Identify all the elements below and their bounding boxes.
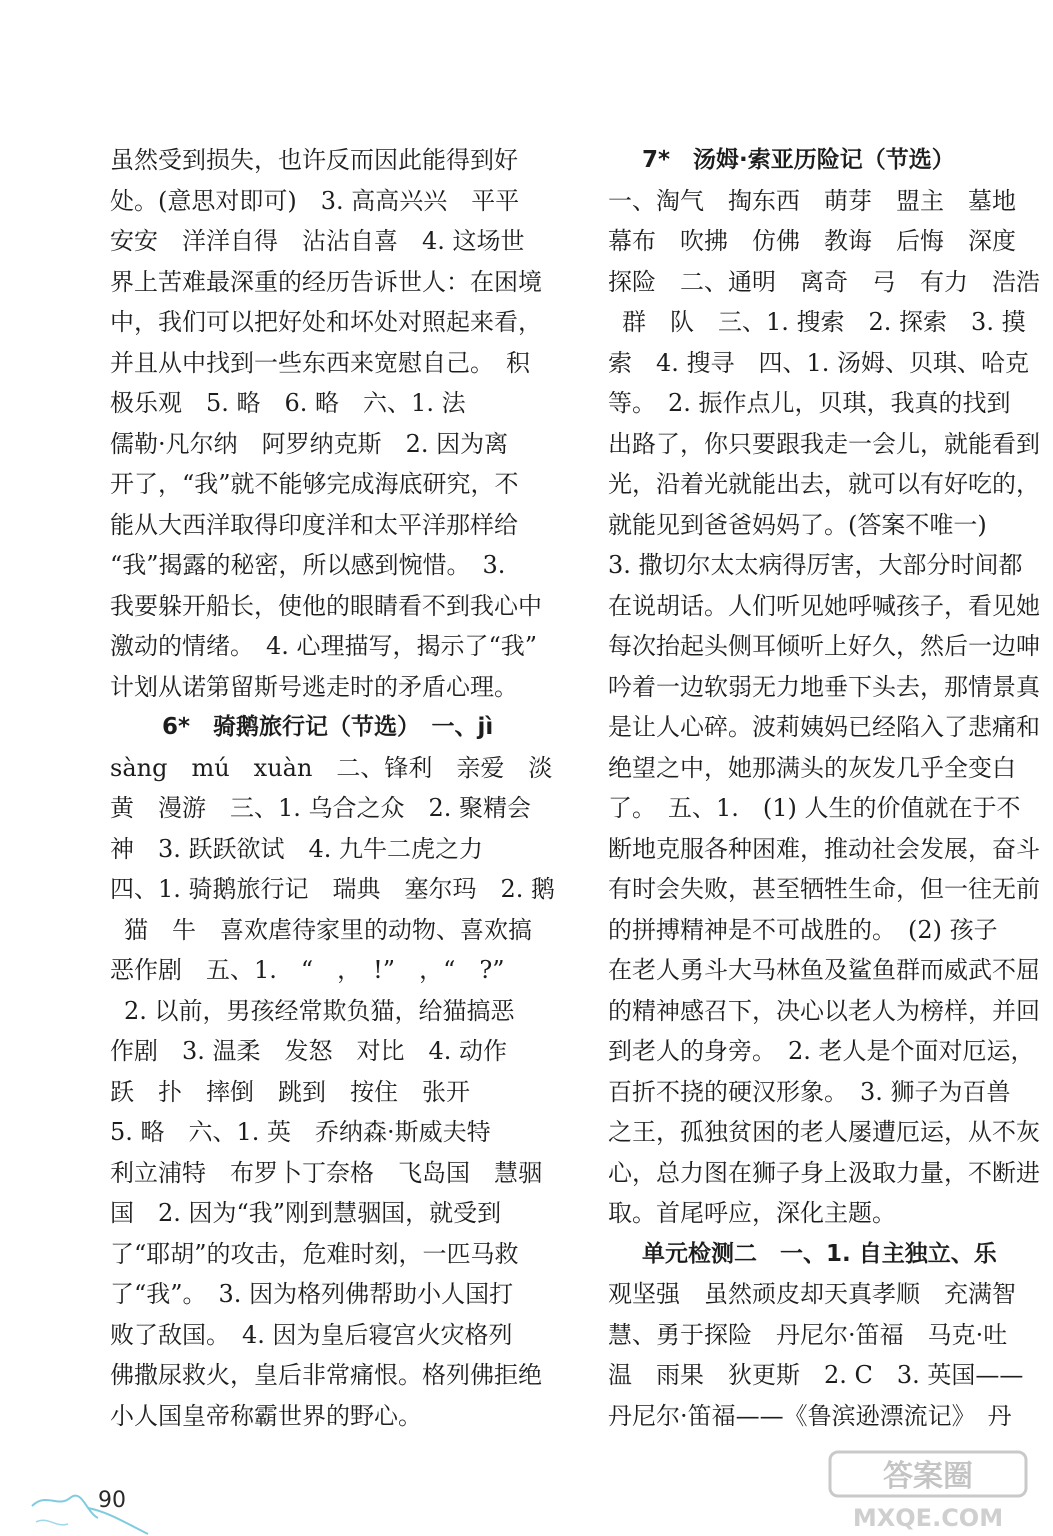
section-title: 7* 汤姆·索亚历险记（节选）: [642, 147, 955, 173]
answer-line: 败了敌国。 4. 因为皇后寝宫火灾格列: [110, 1320, 513, 1349]
answer-line: 就能见到爸爸妈妈了。(答案不唯一): [608, 510, 987, 539]
right-column: [608, 140, 1040, 1436]
answer-line: 能从大西洋取得印度洋和太平洋那样给: [110, 510, 518, 539]
answer-line: 取。首尾呼应，深化主题。: [608, 1199, 896, 1227]
answer-line: 开了，“我”就不能够完成海底研究，不: [110, 470, 519, 498]
answer-line: 丹尼尔·笛福——《鲁滨逊漂流记》 丹: [608, 1401, 1012, 1430]
answer-line: 绝望之中，她那满头的灰发几乎全变白: [608, 753, 1016, 782]
answer-line: 群 队 三、1. 搜索 2. 探索 3. 摸: [622, 308, 1026, 336]
answer-line: 利立浦特 布罗卜丁奈格 飞岛国 慧骃: [110, 1158, 542, 1187]
answer-line: 有时会失败，甚至牺牲生命，但一往无前: [608, 875, 1040, 903]
answer-line: 了“我”。 3. 因为格列佛帮助小人国打: [110, 1280, 514, 1308]
answer-line: 神 3. 跃跃欲试 4. 九牛二虎之力: [110, 834, 484, 863]
answer-line: 的精神感召下，决心以老人为榜样，并回: [608, 996, 1040, 1025]
answer-line: 3. 撒切尔太太病得厉害，大部分时间都: [608, 551, 1023, 579]
answer-line: 百折不挠的硬汉形象。 3. 狮子为百兽: [608, 1077, 1011, 1106]
answer-line: 观坚强 虽然顽皮却天真孝顺 充满智: [608, 1280, 1016, 1308]
answer-line: 猫 牛 喜欢虐待家里的动物、喜欢搞: [124, 915, 532, 944]
answer-line: 激动的情绪。 4. 心理描写，揭示了“我”: [110, 632, 538, 660]
answer-line: 并且从中找到一些东西来宽慰自己。 积: [110, 348, 530, 377]
answer-line: 心，总力图在狮子身上汲取力量，不断进: [608, 1158, 1040, 1187]
answer-line: 慧、勇于探险 丹尼尔·笛福 马克·吐: [608, 1320, 1008, 1349]
answer-line: 中，我们可以把好处和坏处对照起来看，: [110, 308, 542, 336]
answer-line: 极乐观 5. 略 6. 略 六、1. 法: [110, 389, 466, 417]
answer-line: 到老人的身旁。 2. 老人是个面对厄运，: [608, 1037, 1035, 1065]
answer-line: 出路了，你只要跟我走一会儿，就能看到: [608, 429, 1040, 458]
answer-line: 我要躲开船长，使他的眼睛看不到我心中: [110, 591, 542, 620]
answer-line: 等。 2. 振作点儿，贝琪，我真的找到: [608, 389, 1011, 417]
answer-line: 计划从诺第留斯号逃走时的矛盾心理。: [110, 672, 518, 701]
answer-line: 四、1. 骑鹅旅行记 瑞典 塞尔玛 2. 鹅: [110, 875, 556, 903]
answer-line: 每次抬起头侧耳倾听上好久，然后一边呻: [608, 632, 1040, 660]
answer-line: 虽然受到损失，也许反而因此能得到好: [110, 146, 518, 174]
answer-line: 探险 二、通明 离奇 弓 有力 浩浩: [608, 267, 1040, 296]
answer-line: 在说胡话。人们听见她呼喊孩子，看见她: [608, 591, 1040, 620]
answer-line: 索 4. 搜寻 四、1. 汤姆、贝琪、哈克: [608, 348, 1030, 377]
answer-line: 了“耶胡”的攻击，危难时刻，一匹马救: [110, 1239, 519, 1268]
answer-line: 在老人勇斗大马林鱼及鲨鱼群而威武不屈: [608, 956, 1040, 984]
watermark-text: 答案圈: [883, 1459, 973, 1494]
answer-line: 佛撒尿救火，皇后非常痛恨。格列佛拒绝: [110, 1361, 542, 1389]
page-number: 90: [98, 1488, 126, 1513]
answer-line: 温 雨果 狄更斯 2. C 3. 英国——: [608, 1361, 1024, 1389]
answer-line: 2. 以前，男孩经常欺负猫，给猫搞恶: [124, 996, 515, 1025]
answer-line: 一、淘气 掏东西 萌芽 盟主 墓地: [608, 186, 1016, 215]
answer-line: sàng mú xuàn 二、锋利 亲爱 淡: [110, 753, 553, 782]
watermark-url: MXQE.COM: [852, 1504, 1004, 1532]
answer-line: 是让人心碎。波莉姨妈已经陷入了悲痛和: [608, 713, 1040, 741]
answer-line: “我”揭露的秘密，所以感到惋惜。 3.: [110, 551, 506, 579]
answer-line: 单元检测二 一、1. 自主独立、乐: [642, 1240, 997, 1267]
right-column-body: [608, 181, 1040, 1437]
answer-line: 国 2. 因为“我”刚到慧骃国，就受到: [110, 1199, 502, 1227]
answer-line: 儒勒·凡尔纳 阿罗纳克斯 2. 因为离: [110, 429, 509, 458]
answer-line: 幕布 吹拂 仿佛 教诲 后悔 深度: [608, 227, 1016, 255]
answer-line: 之王，孤独贫困的老人屡遭厄运，从不灰: [608, 1118, 1040, 1146]
answer-line: 小人国皇帝称霸世界的野心。: [110, 1401, 422, 1430]
answer-line: 光，沿着光就能出去，就可以有好吃的，: [608, 470, 1040, 498]
answer-line: 恶作剧 五、1. “ ， !” ，“ ?”: [110, 956, 505, 984]
answer-line: 作剧 3. 温柔 发怒 对比 4. 动作: [110, 1037, 508, 1065]
left-column: [110, 140, 556, 1436]
answer-line: 安安 洋洋自得 沾沾自喜 4. 这场世: [110, 227, 525, 255]
answer-line: 了。 五、1. (1) 人生的价值就在于不: [608, 794, 1021, 822]
answer-line: 吟着一边软弱无力地垂下头去，那情景真: [608, 672, 1040, 701]
answer-line: 5. 略 六、1. 英 乔纳森·斯威夫特: [110, 1118, 491, 1146]
answer-line: 6* 骑鹅旅行记（节选） 一、jì: [162, 714, 494, 740]
answer-line: 处。(意思对即可) 3. 高高兴兴 平平: [110, 186, 520, 215]
answer-line: 界上苦难最深重的经历告诉世人：在困境: [110, 267, 542, 296]
pen-scribble-decoration: [28, 1478, 158, 1536]
answer-line: 的拼搏精神是不可战胜的。 (2) 孩子: [608, 915, 998, 944]
answer-line: 跃 扑 摔倒 跳到 按住 张开: [110, 1077, 470, 1106]
answer-line: 黄 漫游 三、1. 乌合之众 2. 聚精会: [110, 794, 532, 822]
answer-line: 断地克服各种困难，推动社会发展，奋斗: [608, 834, 1040, 863]
watermark-logo: [828, 1448, 1038, 1534]
